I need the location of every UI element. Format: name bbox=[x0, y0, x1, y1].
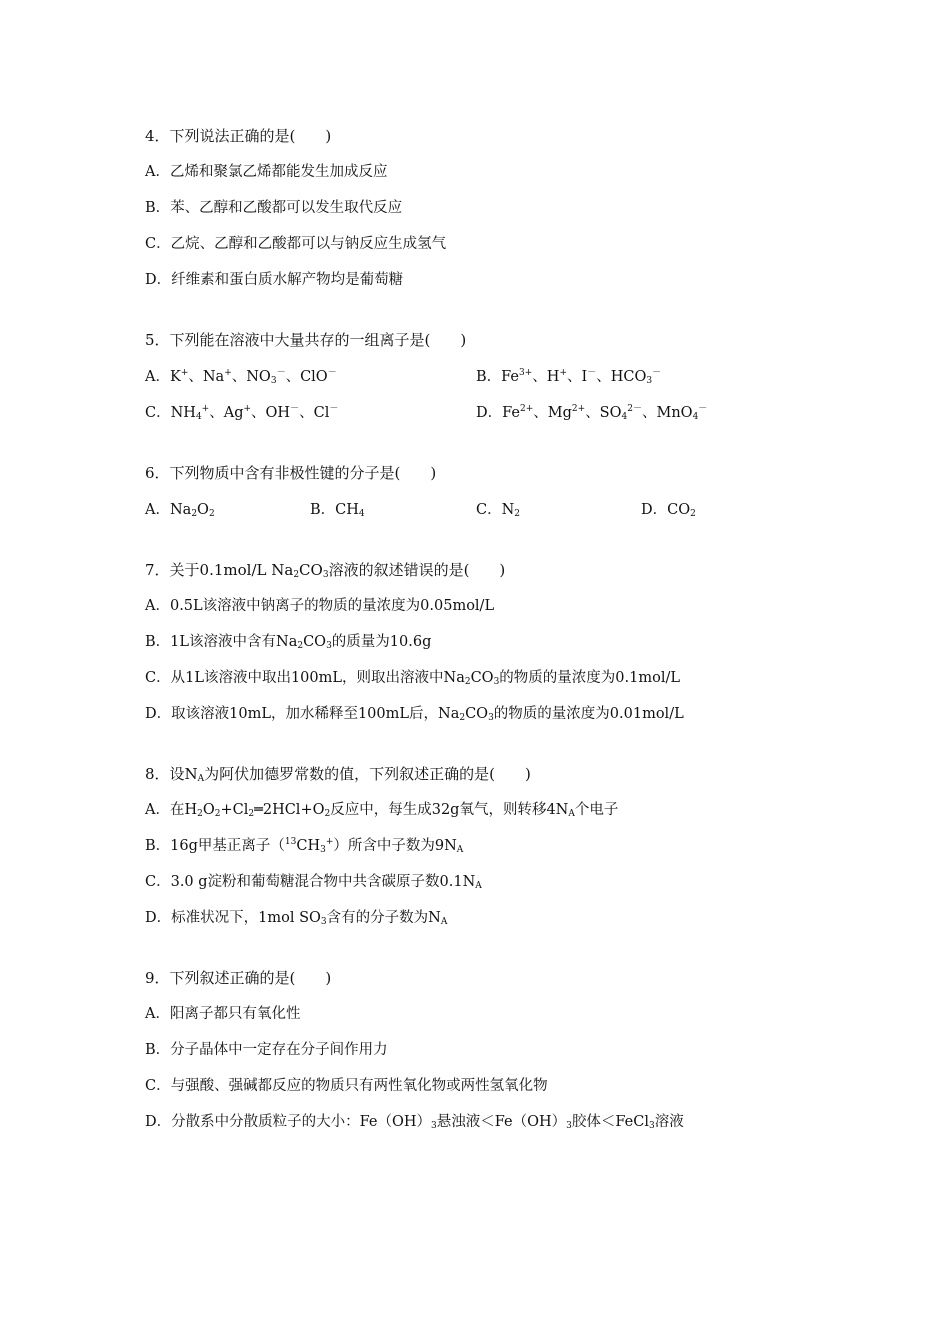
text-seg: A．Na bbox=[145, 502, 192, 518]
superscript: － bbox=[652, 368, 662, 378]
text-seg: 、OH bbox=[251, 405, 291, 421]
text-seg: B．CH bbox=[310, 502, 359, 518]
superscript: 2+ bbox=[571, 404, 586, 414]
text-seg: D．取该溶液10mL，加水稀释至100mL后，Na bbox=[145, 706, 460, 722]
text-seg: 、HCO bbox=[596, 369, 647, 385]
subscript: 3 bbox=[488, 713, 494, 723]
superscript: 2+ bbox=[519, 404, 534, 414]
text-seg: O bbox=[202, 802, 215, 818]
superscript: 3+ bbox=[519, 368, 533, 378]
subscript: 3 bbox=[566, 1121, 572, 1131]
text-seg: A．K bbox=[145, 369, 181, 385]
text-seg: 的物质的量浓度为0.1mol/L bbox=[499, 670, 680, 686]
q5-option-d bbox=[476, 403, 707, 423]
subscript: 3 bbox=[320, 845, 326, 855]
q4-option-b: B．苯、乙醇和乙酸都可以发生取代反应 bbox=[145, 200, 403, 216]
q7-option-d bbox=[145, 704, 684, 724]
text-seg: 、Ag bbox=[209, 405, 244, 421]
text-seg: 反应中，每生成32g氧气，则转移4N bbox=[330, 802, 569, 818]
text-seg: B．Fe bbox=[476, 369, 520, 385]
text-seg: 的质量为10.6g bbox=[331, 634, 432, 650]
subscript: 3 bbox=[431, 1121, 437, 1131]
subscript: 3 bbox=[493, 677, 500, 687]
subscript: A bbox=[440, 917, 448, 927]
text-seg: C．NH bbox=[145, 405, 196, 421]
text-seg: C．从1L该溶液中取出100mL，则取出溶液中Na bbox=[145, 670, 465, 686]
q5-option-c bbox=[145, 403, 338, 423]
text-seg: C．N bbox=[476, 502, 515, 518]
text-seg: 、H bbox=[532, 369, 560, 385]
text-seg: 7．关于0.1mol/L Na bbox=[145, 561, 294, 579]
subscript: 3 bbox=[270, 376, 277, 386]
superscript: － bbox=[290, 404, 300, 414]
q4-stem: 4．下列说法正确的是( ) bbox=[145, 127, 332, 145]
subscript: 2 bbox=[514, 509, 521, 519]
q9-option-c: C．与强酸、强碱都反应的物质只有两性氧化物或两性氢氧化物 bbox=[145, 1078, 548, 1094]
q7-option-b bbox=[145, 632, 431, 652]
q6-option-c bbox=[476, 500, 520, 520]
superscript: － bbox=[327, 368, 337, 378]
text-seg: 8．设N bbox=[145, 765, 198, 783]
q4-option-d: D．纤维素和蛋白质水解产物均是葡萄糖 bbox=[145, 272, 404, 288]
subscript: 3 bbox=[646, 376, 653, 386]
q4-option-a: A．乙烯和聚氯乙烯都能发生加成反应 bbox=[145, 164, 388, 180]
q7-option-a: A．0.5L该溶液中钠离子的物质的量浓度为0.05mol/L bbox=[145, 598, 495, 614]
q9-option-a: A．阳离子都只有氧化性 bbox=[145, 1006, 301, 1022]
q6-option-a bbox=[145, 500, 215, 520]
subscript: 3 bbox=[648, 1121, 655, 1131]
q6-stem: 6．下列物质中含有非极性键的分子是( ) bbox=[145, 464, 437, 482]
text-seg: 、I bbox=[567, 369, 588, 385]
text-seg: ）所含中子数为9N bbox=[333, 838, 457, 854]
text-seg: 胶体＜FeCl bbox=[571, 1114, 649, 1130]
text-seg: D．分散系中分散质粒子的大小：Fe（OH） bbox=[145, 1114, 432, 1130]
text-seg: +Cl bbox=[220, 802, 249, 818]
superscript: + bbox=[243, 404, 252, 414]
subscript: 3 bbox=[326, 641, 332, 651]
q5-option-b bbox=[476, 367, 661, 387]
superscript: + bbox=[201, 404, 210, 414]
subscript: 4 bbox=[195, 412, 202, 422]
q8-stem bbox=[145, 764, 531, 784]
superscript: + bbox=[559, 368, 567, 378]
subscript: 2 bbox=[214, 809, 221, 819]
text-seg: 、NO bbox=[231, 369, 271, 385]
text-seg: 、Mg bbox=[533, 405, 572, 421]
q5-option-a bbox=[145, 367, 337, 387]
q9-option-d bbox=[145, 1112, 684, 1132]
text-seg: B．1L该溶液中含有Na bbox=[145, 634, 298, 650]
text-seg: CO bbox=[465, 706, 489, 722]
superscript: + bbox=[180, 368, 189, 378]
superscript: － bbox=[329, 404, 339, 414]
text-seg: A．在H bbox=[145, 802, 198, 818]
superscript: － bbox=[276, 368, 286, 378]
subscript: 2 bbox=[208, 509, 215, 519]
q7-stem bbox=[145, 560, 505, 580]
superscript: 13 bbox=[284, 837, 297, 847]
subscript: 2 bbox=[464, 677, 471, 687]
text-seg: ═2HCl+O bbox=[254, 802, 325, 818]
subscript: 2 bbox=[459, 713, 466, 723]
text-seg: 、Na bbox=[188, 369, 225, 385]
text-seg: C．3.0 g淀粉和葡萄糖混合物中共含碳原子数0.1N bbox=[145, 874, 476, 890]
text-seg: CO bbox=[470, 670, 494, 686]
text-seg: 为阿伏加德罗常数的值，下列叙述正确的是( ) bbox=[204, 765, 531, 783]
q6-option-d bbox=[641, 500, 696, 520]
text-seg: O bbox=[197, 502, 209, 518]
text-seg: D．Fe bbox=[476, 405, 520, 421]
subscript: 4 bbox=[358, 509, 365, 519]
subscript: 2 bbox=[324, 809, 331, 819]
text-seg: 悬浊液＜Fe（OH） bbox=[436, 1114, 567, 1130]
q8-option-b bbox=[145, 836, 463, 856]
subscript: 2 bbox=[297, 641, 304, 651]
subscript: A bbox=[568, 809, 575, 819]
text-seg: 、Cl bbox=[299, 405, 330, 421]
text-seg: 溶液的叙述错误的是( ) bbox=[328, 561, 506, 579]
text-seg: CH bbox=[296, 838, 321, 854]
q5-stem: 5．下列能在溶液中大量共存的一组离子是( ) bbox=[145, 331, 467, 349]
superscript: 2－ bbox=[627, 404, 642, 414]
q7-option-c bbox=[145, 668, 680, 688]
subscript: 3 bbox=[322, 570, 329, 580]
text-seg: 个电子 bbox=[574, 802, 619, 818]
subscript: 3 bbox=[320, 917, 327, 927]
superscript: + bbox=[224, 368, 232, 378]
subscript: A bbox=[197, 774, 205, 784]
subscript: 4 bbox=[621, 412, 628, 422]
superscript: － bbox=[698, 404, 708, 414]
subscript: 2 bbox=[293, 570, 300, 580]
subscript: 2 bbox=[690, 509, 696, 519]
q8-option-c bbox=[145, 872, 482, 892]
text-seg: CO bbox=[299, 561, 323, 579]
q8-option-d bbox=[145, 908, 447, 928]
subscript: A bbox=[456, 845, 464, 855]
q4-option-c: C．乙烷、乙醇和乙酸都可以与钠反应生成氢气 bbox=[145, 236, 447, 252]
subscript: 2 bbox=[248, 809, 255, 819]
q9-option-b: B．分子晶体中一定存在分子间作用力 bbox=[145, 1042, 388, 1058]
text-seg: B．16g甲基正离子（ bbox=[145, 838, 285, 854]
q8-option-a bbox=[145, 800, 618, 820]
text-seg: D．CO bbox=[641, 502, 691, 518]
text-seg: 溶液 bbox=[654, 1114, 684, 1130]
superscript: + bbox=[325, 837, 334, 847]
q9-stem: 9．下列叙述正确的是( ) bbox=[145, 969, 332, 987]
subscript: 2 bbox=[191, 509, 198, 519]
text-seg: 、ClO bbox=[285, 369, 328, 385]
subscript: 4 bbox=[692, 412, 699, 422]
text-seg: CO bbox=[303, 634, 327, 650]
q6-option-b bbox=[310, 500, 365, 520]
text-seg: 、SO bbox=[585, 405, 622, 421]
text-seg: D．标准状况下，1mol SO bbox=[145, 910, 321, 926]
superscript: － bbox=[587, 368, 597, 378]
text-seg: 含有的分子数为N bbox=[326, 910, 441, 926]
text-seg: 的物质的量浓度为0.01mol/L bbox=[493, 706, 684, 722]
text-seg: 、MnO bbox=[641, 405, 693, 421]
subscript: A bbox=[475, 881, 482, 891]
subscript: 2 bbox=[197, 809, 203, 819]
